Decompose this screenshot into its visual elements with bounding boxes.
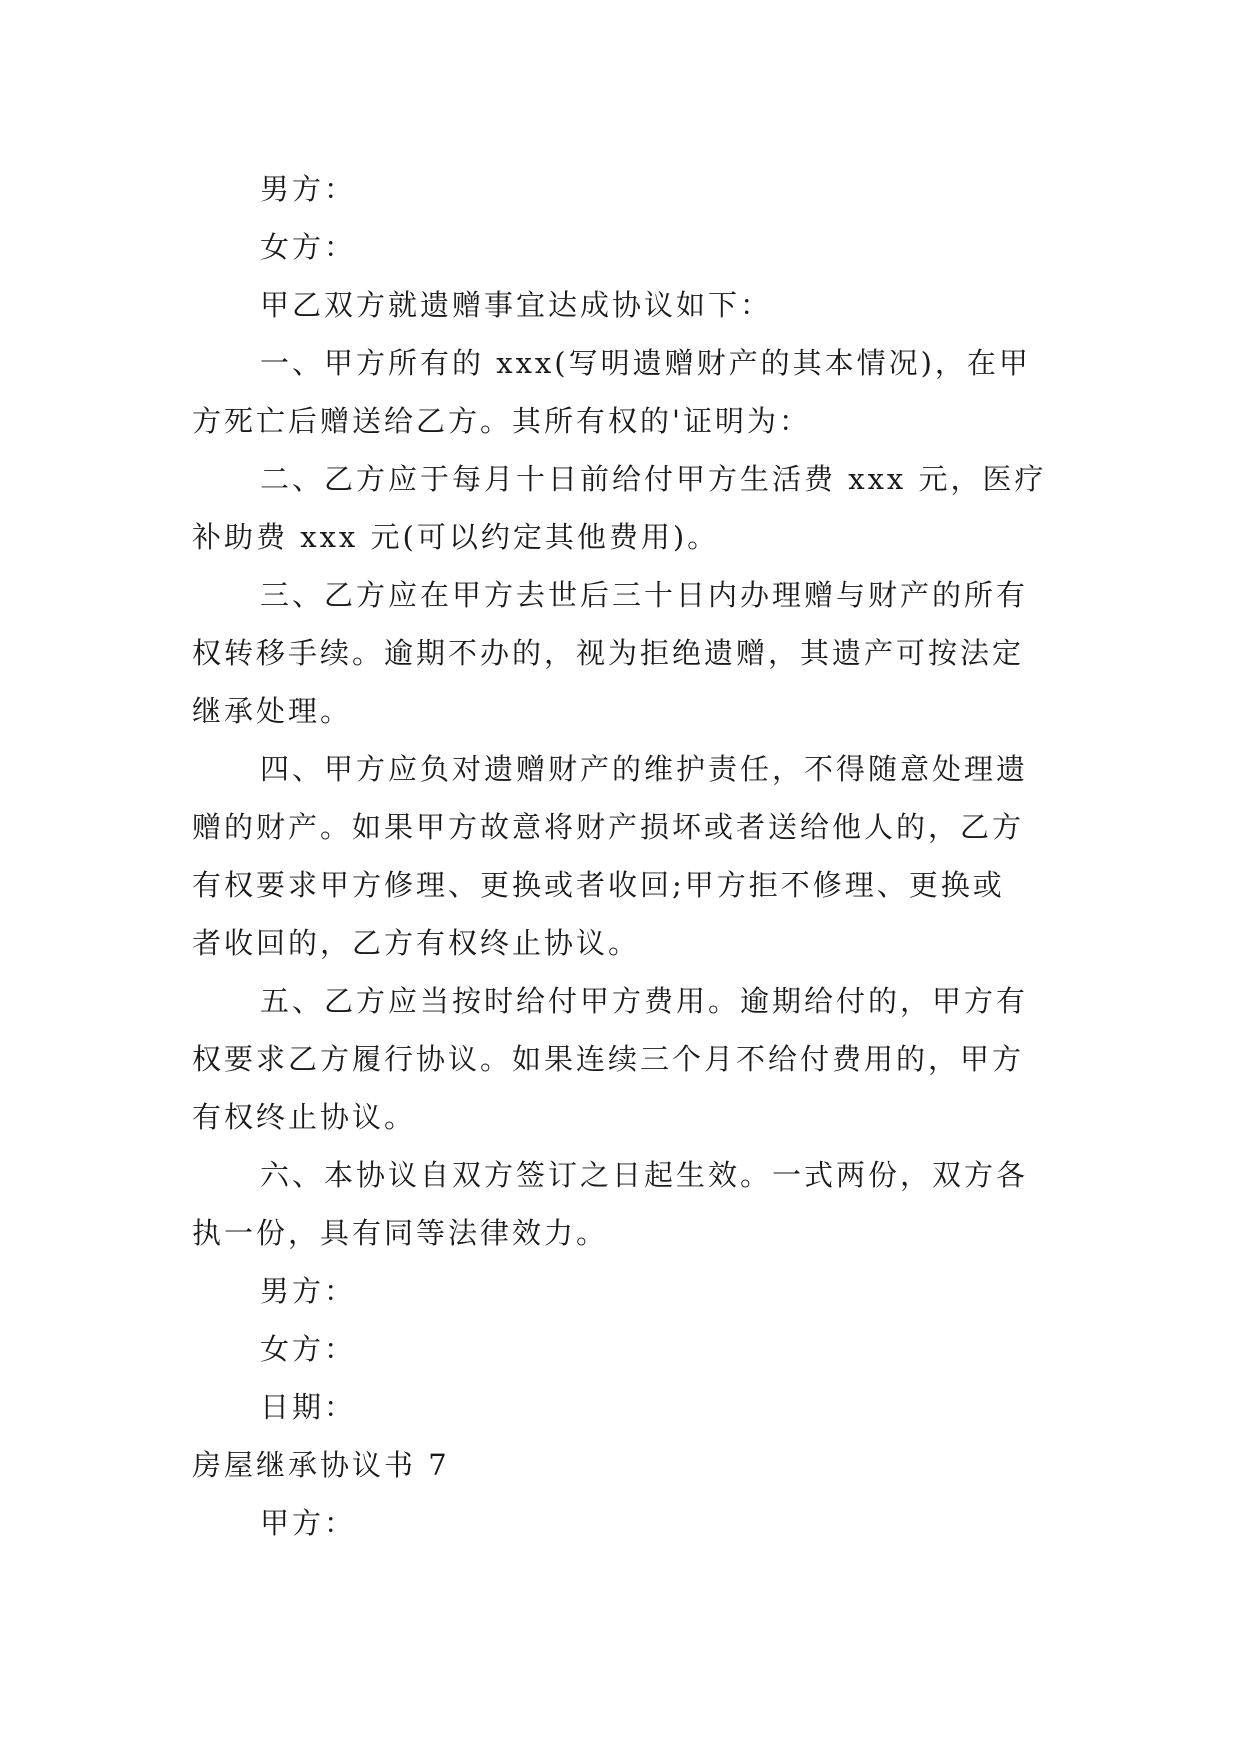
- clause-3-line-2: 权转移手续。逾期不办的，视为拒绝遗赠，其遗产可按法定: [192, 636, 1025, 670]
- clause-2-line-2: 补助费 xxx 元(可以约定其他费用)。: [192, 520, 720, 554]
- clause-4-line-4: 者收回的，乙方有权终止协议。: [192, 926, 641, 960]
- signature-male-label: 男方：: [260, 172, 357, 206]
- party-a-label: 甲方：: [260, 1506, 357, 1540]
- clause-3-line-1: 三、乙方应在甲方去世后三十日内办理赠与财产的所有: [260, 578, 1029, 612]
- clause-5-line-3: 有权终止协议。: [192, 1100, 417, 1134]
- closing-female-label: 女方：: [260, 1332, 357, 1366]
- clause-4-line-3: 有权要求甲方修理、更换或者收回;甲方拒不修理、更换或: [192, 868, 1005, 902]
- closing-male-label: 男方：: [260, 1274, 357, 1308]
- signature-female-label: 女方：: [260, 230, 357, 264]
- clause-2-line-1: 二、乙方应于每月十日前给付甲方生活费 xxx 元，医疗: [260, 462, 1047, 496]
- document-body: [192, 160, 1054, 1552]
- clause-6-line-1: 六、本协议自双方签订之日起生效。一式两份，双方各: [260, 1158, 1029, 1192]
- clause-4-line-1: 四、甲方应负对遗赠财产的维护责任，不得随意处理遗: [260, 752, 1029, 786]
- clause-4-line-2: 赠的财产。如果甲方故意将财产损坏或者送给他人的，乙方: [192, 810, 1025, 844]
- clause-5-line-2: 权要求乙方履行协议。如果连续三个月不给付费用的，甲方: [192, 1042, 1025, 1076]
- section-title: 房屋继承协议书 7: [192, 1448, 450, 1482]
- clause-1-line-2: 方死亡后赠送给乙方。其所有权的'证明为：: [192, 404, 811, 438]
- closing-date-label: 日期：: [260, 1390, 357, 1424]
- clause-5-line-1: 五、乙方应当按时给付甲方费用。逾期给付的，甲方有: [260, 984, 1029, 1018]
- agreement-intro: 甲乙双方就遗赠事宜达成协议如下：: [260, 288, 773, 322]
- clause-1-line-1: 一、甲方所有的 xxx(写明遗赠财产的其本情况)，在甲: [260, 346, 1031, 380]
- clause-6-line-2: 执一份，具有同等法律效力。: [192, 1216, 609, 1250]
- clause-3-line-3: 继承处理。: [192, 694, 353, 728]
